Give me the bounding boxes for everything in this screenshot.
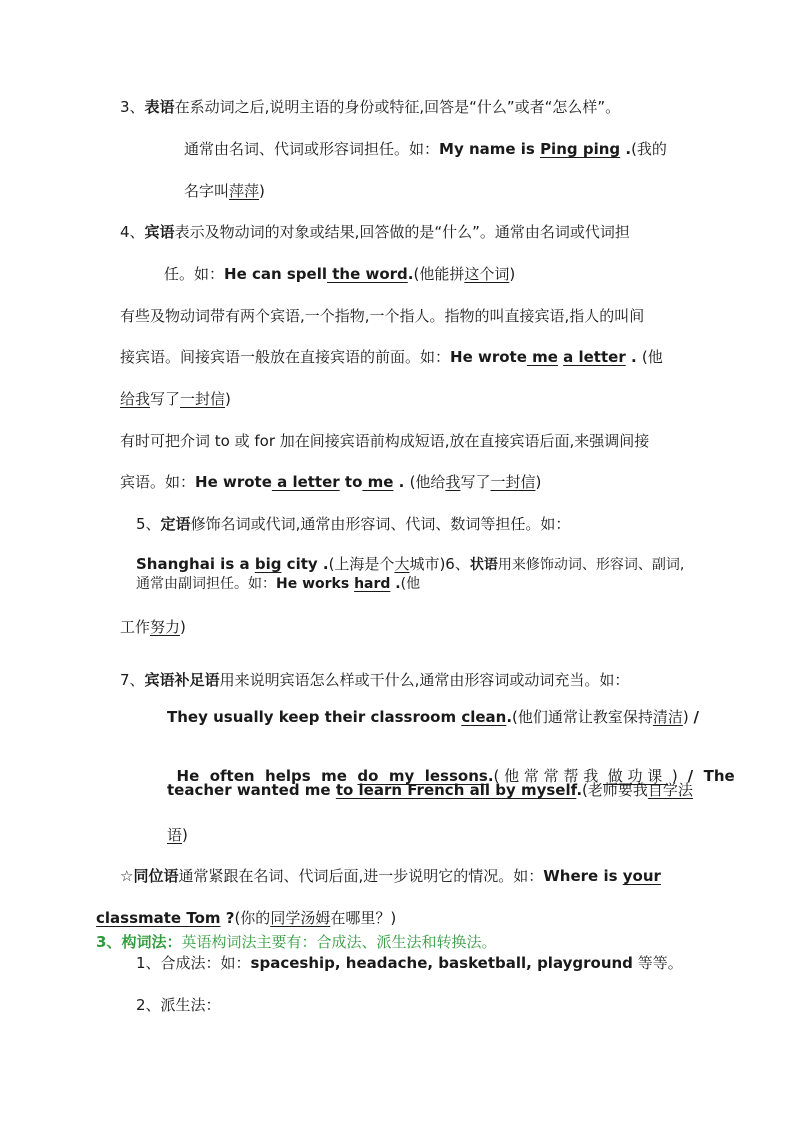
s7-line3: He often helps me do my lessons.( 他 常 常 帮 我 做 功 课 ) / The — [176, 767, 735, 785]
s5-line3: 通常由副词担任。如：He works hard .(他 — [136, 576, 421, 592]
s4-line2: 任。如：He can spell the word.(他能拼这个词) — [164, 265, 516, 283]
s3-line2: 通常由名词、代词或形容词担任。如：My name is Ping ping .(我的 — [184, 140, 667, 158]
s7-line2: They usually keep their classroom clean.(他们通常让教室保持清洁) / — [167, 708, 700, 726]
appositive-line2: classmate Tom ?(你的同学汤姆在哪里？) — [96, 909, 397, 927]
s4-line1: 4、宾语表示及物动词的对象或结果,回答做的是“什么”。通常由名词或代词担 — [120, 223, 630, 241]
appositive-line1: ☆同位语通常紧跟在名词、代词后面,进一步说明它的情况。如：Where is your — [120, 867, 661, 885]
term-attribute: 定语 — [160, 515, 191, 533]
s5-line1: 5、定语修饰名词或代词,通常由形容词、代词、数词等担任。如： — [136, 515, 571, 533]
s7-line1: 7、宾语补足语用来说明宾语怎么样或干什么,通常由形容词或动词充当。如： — [120, 671, 630, 689]
s4-line3: 有些及物动词带有两个宾语,一个指物,一个指人。指物的叫直接宾语,指人的叫间 — [120, 307, 645, 325]
star-icon: ☆ — [120, 867, 134, 885]
s4-line6: 有时可把介词 to 或 for 加在间接宾语前构成短语,放在直接宾语后面,来强调间接 — [120, 432, 650, 450]
s7-line4: teacher wanted me to learn French all by myself.(老师要我自学法 — [167, 781, 693, 799]
s3-line3: 名字叫萍萍) — [184, 182, 265, 200]
s5-line4: 工作努力) — [120, 618, 186, 636]
term-object-complement: 宾语补足语 — [144, 671, 220, 689]
s3-line1: 3、表语在系动词之后,说明主语的身份或特征,回答是“什么”或者“怎么样”。 — [120, 98, 621, 116]
s7-line5: 语) — [167, 826, 188, 844]
term-predicative: 表语 — [144, 98, 175, 116]
s5-line2: Shanghai is a big city .(上海是个大城市)6、状语用来修饰动词、形容词、副词, — [136, 555, 685, 573]
word-formation-item2: 2、派生法： — [136, 996, 221, 1014]
s4-line7: 宾语。如：He wrote a letter to me . (他给我写了一封信) — [120, 473, 542, 491]
example-underline: Ping ping — [540, 140, 621, 158]
word-formation-item1: 1、合成法：如：spaceship, headache, basketball, playground 等等。 — [136, 954, 683, 972]
s4-line4: 接宾语。间接宾语一般放在直接宾语的前面。如：He wrote me a letter . (他 — [120, 348, 663, 366]
term-appositive: 同位语 — [133, 867, 179, 885]
s4-line5: 给我写了一封信) — [120, 390, 231, 408]
term-adverbial: 状语 — [469, 557, 498, 573]
word-formation-heading: 3、构词法：英语构词法主要有：合成法、派生法和转换法。 — [96, 933, 497, 951]
term-object: 宾语 — [144, 223, 175, 241]
